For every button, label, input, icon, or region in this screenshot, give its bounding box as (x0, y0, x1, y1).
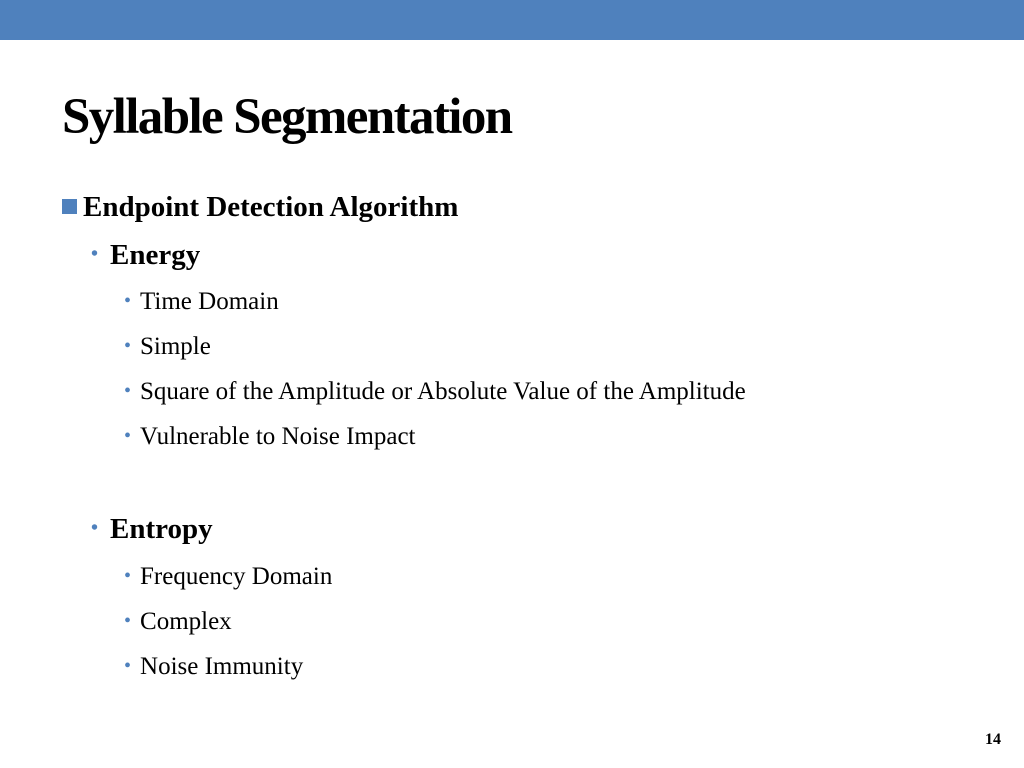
list-item (124, 651, 303, 683)
dot-bullet-icon: • (124, 289, 132, 312)
bullet-heading: Energy (110, 238, 201, 271)
bullet-heading: Entropy (110, 512, 213, 545)
slide-title: Syllable Segmentation (62, 89, 512, 145)
dot-bullet-icon: • (91, 516, 99, 539)
page-number: 14 (985, 731, 1001, 748)
list-item-text: Complex (140, 608, 232, 635)
top-accent-bar (0, 0, 1024, 40)
square-bullet-icon (62, 199, 77, 214)
list-item (124, 376, 746, 408)
dot-bullet-icon: • (124, 654, 132, 677)
list-item-text: Time Domain (140, 288, 279, 315)
bullet-endpoint-detection (62, 190, 458, 224)
list-item-text: Vulnerable to Noise Impact (140, 423, 416, 450)
list-item-text: Simple (140, 333, 211, 360)
list-item (124, 286, 279, 318)
list-item (124, 331, 211, 363)
dot-bullet-icon: • (91, 242, 99, 265)
list-item (124, 606, 232, 638)
list-item-text: Frequency Domain (140, 563, 333, 590)
bullet-entropy (91, 511, 213, 547)
list-item (124, 421, 416, 453)
list-item-text: Noise Immunity (140, 653, 304, 680)
list-item-text: Square of the Amplitude or Absolute Value of the Amplitude (140, 378, 746, 405)
dot-bullet-icon: • (124, 334, 132, 357)
dot-bullet-icon: • (124, 424, 132, 447)
dot-bullet-icon: • (124, 564, 132, 587)
bullet-text: Endpoint Detection Algorithm (83, 190, 459, 223)
dot-bullet-icon: • (124, 609, 132, 632)
dot-bullet-icon: • (124, 379, 132, 402)
bullet-energy (91, 237, 200, 273)
list-item (124, 561, 332, 593)
